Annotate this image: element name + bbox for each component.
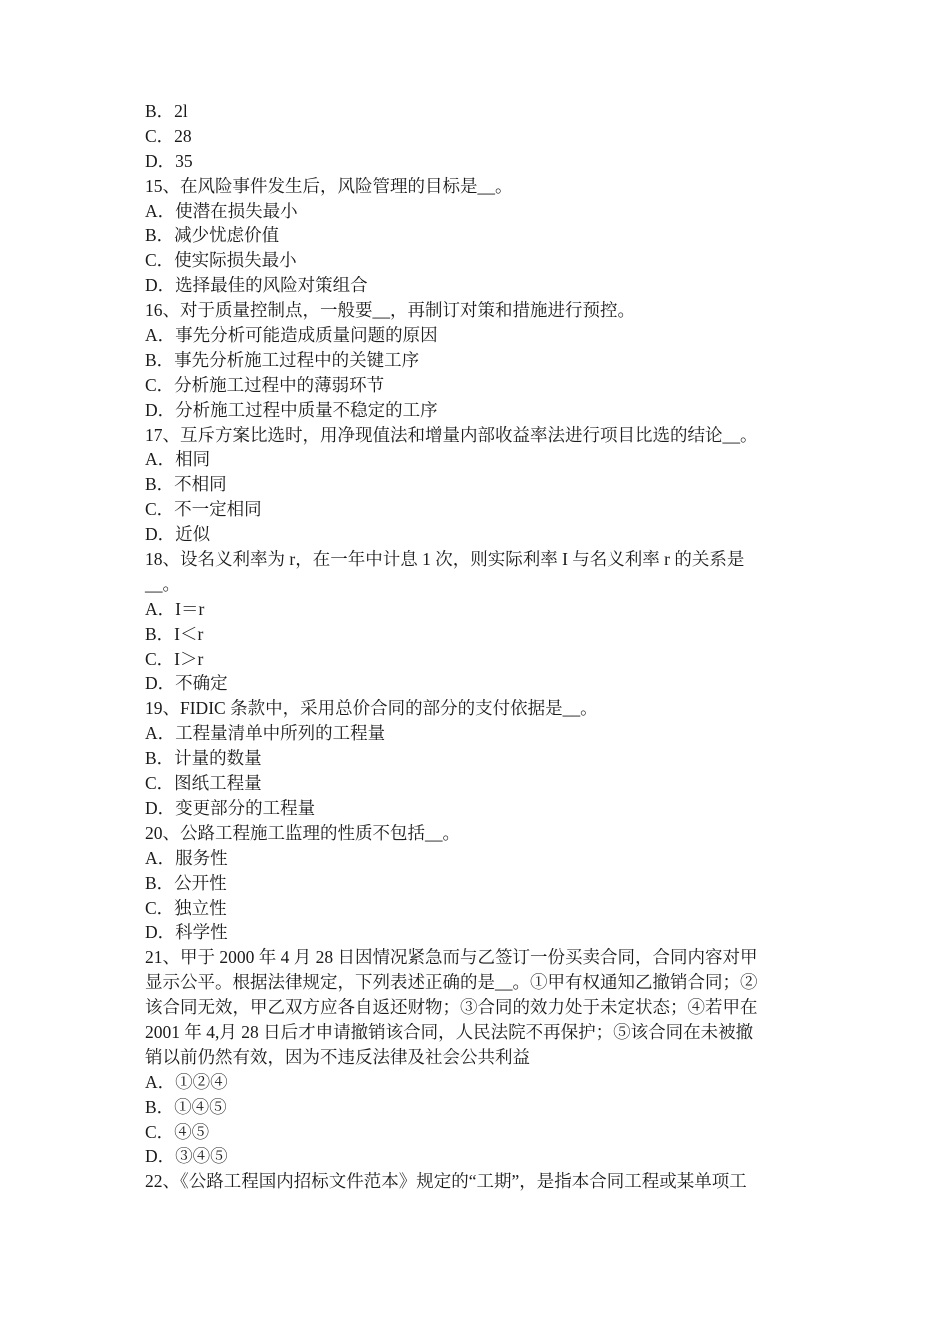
option-line: A．服务性 (145, 847, 228, 868)
question-stem: 显示公平。根据法律规定，下列表述正确的是__。①甲有权通知乙撤销合同；② (145, 972, 758, 993)
option-line: A．相同 (145, 449, 211, 470)
option-line: A．I＝r (145, 598, 205, 619)
option-line: B．I＜r (145, 623, 204, 644)
question-15 (145, 174, 810, 298)
option-line: B．不相同 (145, 474, 227, 495)
option-line: C．使实际损失最小 (145, 250, 297, 271)
option-line: B．①④⑤ (145, 1096, 227, 1117)
option-line: C．分析施工过程中的薄弱环节 (145, 374, 385, 395)
question-stem: 17、互斥方案比选时，用净现值法和增量内部收益率法进行项目比选的结论__。 (145, 424, 758, 445)
question-17 (145, 423, 810, 547)
option-line: C．I＞r (145, 648, 204, 669)
question-19 (145, 696, 810, 820)
option-line: C．28 (145, 125, 192, 146)
question-stem: 该合同无效，甲乙双方应各自返还财物；③合同的效力处于未定状态；④若甲在 (145, 997, 758, 1018)
option-line: D．变更部分的工程量 (145, 797, 316, 818)
option-line: A．工程量清单中所列的工程量 (145, 723, 386, 744)
option-line: D．③④⑤ (145, 1146, 228, 1167)
option-line: B．减少忧虑价值 (145, 225, 280, 246)
option-line: B．事先分析施工过程中的关键工序 (145, 349, 420, 370)
option-line: D．选择最佳的风险对策组合 (145, 275, 368, 296)
question-stem: 21、甲于 2000 年 4 月 28 日因情况紧急而与乙签订一份买卖合同，合同内容对甲 (145, 947, 758, 968)
question-stem: 15、在风险事件发生后，风险管理的目标是__。 (145, 175, 513, 196)
option-line: C．不一定相同 (145, 499, 262, 520)
question-20 (145, 821, 810, 945)
option-line: C．④⑤ (145, 1121, 210, 1142)
option-line: A．使潜在损失最小 (145, 200, 298, 221)
option-line: C．独立性 (145, 897, 227, 918)
question-18 (145, 547, 810, 696)
option-line: A．①②④ (145, 1071, 228, 1092)
option-line: B．2l (145, 101, 188, 121)
question-stem: 19、FIDIC 条款中，采用总价合同的部分的支付依据是__。 (145, 698, 598, 719)
question-stem: 18、设名义利率为 r，在一年中计息 1 次，则实际利率 I 与名义利率 r 的关系是 (145, 549, 745, 570)
question-16 (145, 298, 810, 422)
question-stem: 2001 年 4,月 28 日后才申请撤销该合同，人民法院不再保护；⑤该合同在未被撤 (145, 1021, 754, 1042)
option-line: D．近似 (145, 524, 211, 545)
question-22 (145, 1169, 810, 1194)
document-page (145, 99, 810, 1194)
option-line: B．公开性 (145, 872, 227, 893)
question-21 (145, 945, 810, 1169)
option-line: D．科学性 (145, 922, 228, 943)
option-line: B．计量的数量 (145, 748, 262, 769)
option-line: A．事先分析可能造成质量问题的原因 (145, 325, 438, 346)
option-line: D．不确定 (145, 673, 228, 694)
question-stem: 16、对于质量控制点，一般要__，再制订对策和措施进行预控。 (145, 300, 635, 321)
question-stem: 销以前仍然有效，因为不违反法律及社会公共利益 (145, 1046, 530, 1067)
question-stem: 22、《公路工程国内招标文件范本》规定的“工期”，是指本合同工程或某单项工 (145, 1171, 747, 1192)
option-line: D．分析施工过程中质量不稳定的工序 (145, 399, 438, 420)
option-line: D．35 (145, 150, 193, 171)
option-line: C．图纸工程量 (145, 773, 262, 794)
question-stem: __。 (145, 573, 180, 594)
question-stem: 20、公路工程施工监理的性质不包括__。 (145, 822, 460, 843)
